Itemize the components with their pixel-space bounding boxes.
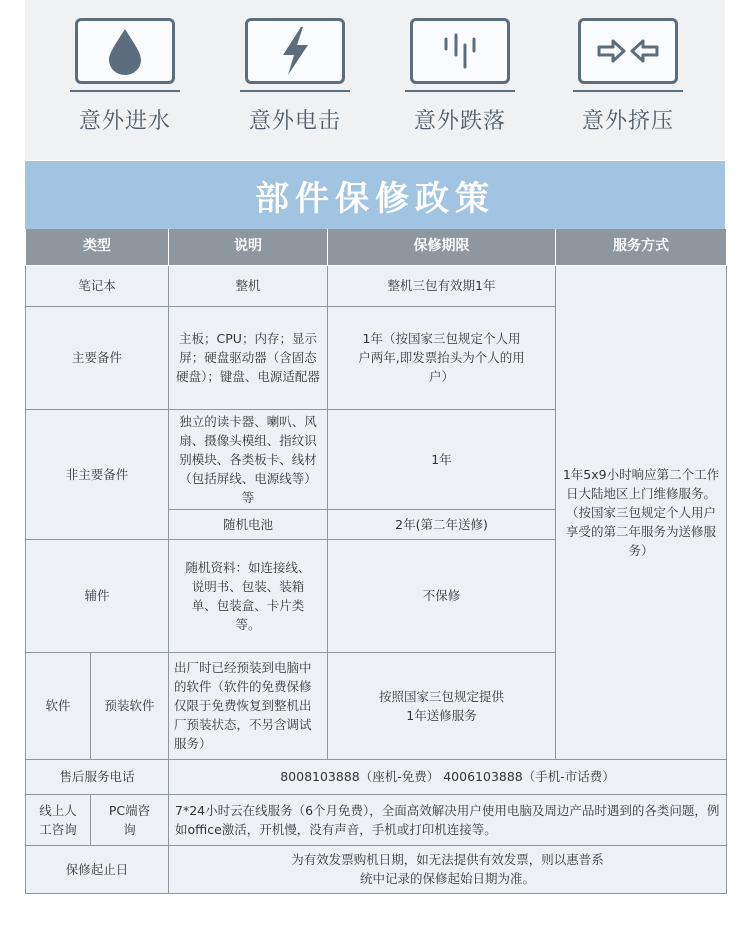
period-cell: 1年（按国家三包规定个人用户两年,即发票抬头为个人的用户）	[328, 306, 556, 409]
warranty-policy-table	[25, 229, 727, 894]
desc-cell: 主板；CPU；内存；显示屏；硬盘驱动器（含固态硬盘）；键盘、电源适配器	[169, 306, 328, 409]
lightning-icon	[275, 25, 315, 77]
hotline-value: 8008103888（座机-免费） 4006103888（手机-市话费）	[169, 759, 727, 794]
subtype-cell: 预装软件	[91, 652, 169, 759]
accident-item-squeeze	[573, 18, 683, 135]
desc-cell: 随机资料：如连接线、说明书、包装、装箱单、包装盒、卡片类等。	[169, 539, 328, 652]
period-cell: 按照国家三包规定提供1年送修服务	[328, 652, 556, 759]
accident-label: 意外跌落	[413, 109, 506, 134]
header-service: 服务方式	[556, 229, 727, 265]
table-header-row	[26, 229, 727, 265]
header-desc: 说明	[169, 229, 328, 265]
desc-cell: 独立的读卡器、喇叭、风扇、摄像头模组、指纹识别模块、各类板卡、线材（包括屏线、电源线等）等	[169, 409, 328, 509]
hotline-label: 售后服务电话	[26, 759, 169, 794]
service-cell: 1年5x9小时响应第二个工作日大陆地区上门维修服务。（按国家三包规定个人用户享受的第二年服务为送修服务）	[556, 265, 727, 759]
desc-cell: 随机电池	[169, 509, 328, 539]
type-cell: 辅件	[26, 539, 169, 652]
type-cell: 软件	[26, 652, 91, 759]
accident-label: 意外电击	[248, 109, 341, 134]
period-cell: 不保修	[328, 539, 556, 652]
accident-item-water	[70, 18, 180, 135]
start-date-label: 保修起止日	[26, 845, 169, 893]
table-row	[26, 794, 727, 845]
online-sublabel: PC端咨询	[91, 794, 169, 845]
squeeze-icon	[596, 36, 660, 66]
online-value: 7*24小时云在线服务（6个月免费），全面高效解决用户使用电脑及周边产品时遇到的各类问题，例如office激活，开机慢，没有声音，手机或打印机连接等。	[169, 794, 727, 845]
table-row	[26, 845, 727, 893]
table-row	[26, 265, 727, 306]
accident-label: 意外进水	[78, 109, 171, 134]
type-cell: 非主要备件	[26, 409, 169, 539]
desc-cell: 出厂时已经预装到电脑中的软件（软件的免费保修仅限于免费恢复到整机出厂预装状态，不另含调试服务）	[169, 652, 328, 759]
water-drop-icon	[105, 26, 145, 76]
accident-label: 意外挤压	[581, 109, 674, 134]
start-date-value: 为有效发票购机日期，如无法提供有效发票，则以惠普系统中记录的保修起始日期为准。	[169, 845, 727, 893]
policy-title: 部件保修政策	[25, 161, 725, 229]
period-cell: 1年	[328, 409, 556, 509]
header-period: 保修期限	[328, 229, 556, 265]
desc-cell: 整机	[169, 265, 328, 306]
table-row	[26, 759, 727, 794]
online-label: 线上人工咨询	[26, 794, 91, 845]
header-type: 类型	[26, 229, 169, 265]
type-cell: 笔记本	[26, 265, 169, 306]
accident-item-shock	[240, 18, 350, 135]
accident-item-fall	[405, 18, 515, 135]
fall-icon	[438, 31, 482, 71]
type-cell: 主要备件	[26, 306, 169, 409]
period-cell: 整机三包有效期1年	[328, 265, 556, 306]
accident-icons-panel	[25, 0, 725, 160]
period-cell: 2年(第二年送修)	[328, 509, 556, 539]
